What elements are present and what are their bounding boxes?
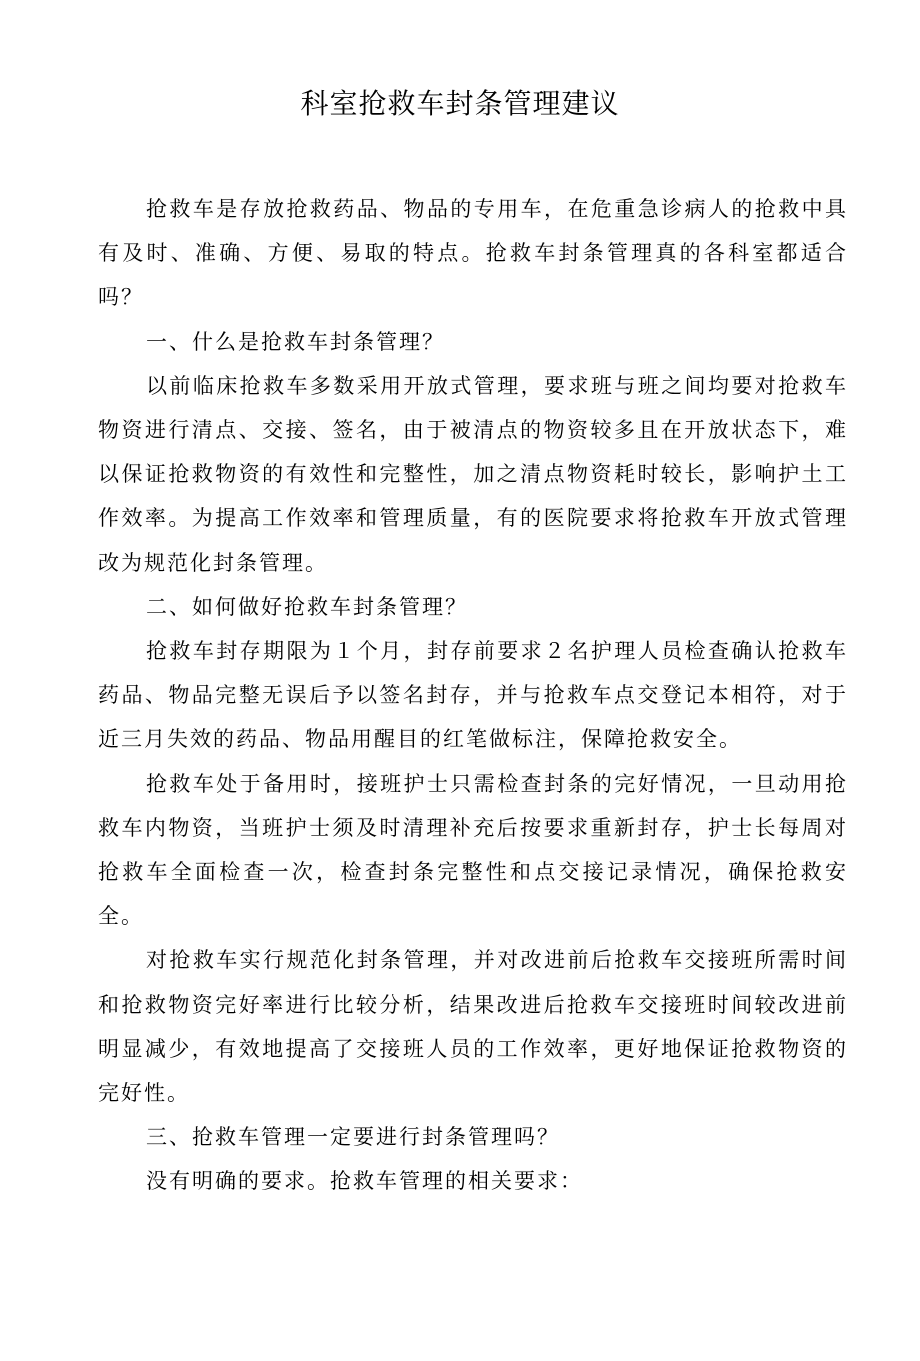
paragraph-analysis: 对抢救车实行规范化封条管理，并对改进前后抢救车交接班所需时间和抢救物资完好率进行比较分析，结果改进后抢救车交接班时间较改进前明显减少，有效地提高了交接班人员的工作效率，更好地保证抢救物资的完好性。 [98, 948, 848, 1106]
paragraph-intro: 抢救车是存放抢救药品、物品的专用车，在危重急诊病人的抢救中具有及时、准确、方便、易取的特点。抢救车封条管理真的各科室都适合吗？ [98, 197, 848, 310]
document-body [98, 187, 848, 1204]
paragraph-section-1: 以前临床抢救车多数采用开放式管理，要求班与班之间均要对抢救车物资进行清点、交接、签名，由于被清点的物资较多且在开放状态下，难以保证抢救物资的有效性和完整性，加之清点物资耗时较长，影响护土工作效率。为提高工作效率和管理质量，有的医院要求将抢救车开放式管理改为规范化封条管理。 [98, 373, 848, 575]
paragraph-sealing-period: 抢救车封存期限为１个月，封存前要求２名护理人员检查确认抢救车药品、物品完整无误后予以签名封存，并与抢救车点交登记本相符，对于近三月失效的药品、物品用醒目的红笔做标注，保障抢救安全。 [98, 639, 848, 752]
paragraph-standby-check: 抢救车处于备用时，接班护士只需检查封条的完好情况，一旦动用抢救车内物资，当班护士须及时清理补充后按要求重新封存，护士长每周对抢救车全面检查一次，检查封条完整性和点交接记录情况，确保抢救安全。 [98, 771, 848, 929]
heading-section-1: 一、什么是抢救车封条管理？ [146, 329, 445, 354]
heading-section-3: 三、抢救车管理一定要进行封条管理吗？ [146, 1125, 560, 1150]
document-title: 科室抢救车封条管理建议 [300, 87, 620, 120]
heading-section-2: 二、如何做好抢救车封条管理？ [146, 594, 468, 619]
paragraph-requirements: 没有明确的要求。抢救车管理的相关要求： [146, 1169, 583, 1194]
